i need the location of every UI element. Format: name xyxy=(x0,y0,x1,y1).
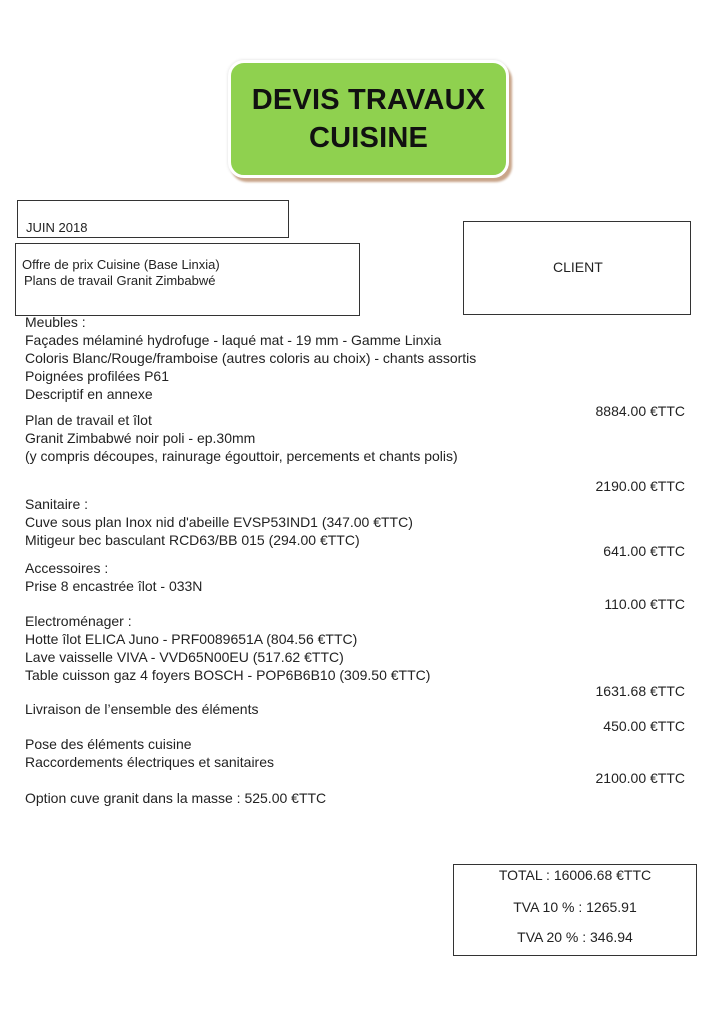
section-line: Accessoires : xyxy=(25,560,109,576)
section-electromenager xyxy=(25,612,430,684)
document-title-banner xyxy=(228,60,509,178)
section-line: Lave vaisselle VIVA - VVD65N00EU (517.62 €TTC) xyxy=(25,649,344,665)
amount-electromenager: 1631.68 €TTC xyxy=(595,683,685,699)
section-sanitaire xyxy=(25,495,413,549)
amount-plan-de-travail: 2190.00 €TTC xyxy=(595,478,685,494)
tva-10: TVA 10 % : 1265.91 xyxy=(513,899,637,915)
title-line-2: CUISINE xyxy=(308,122,429,154)
section-line: Descriptif en annexe xyxy=(25,386,153,402)
title-line-1: DEVIS TRAVAUX xyxy=(251,84,486,116)
section-line: Sanitaire : xyxy=(25,496,89,512)
section-line: Pose des éléments cuisine xyxy=(25,736,192,752)
tva-20: TVA 20 % : 346.94 xyxy=(517,929,633,945)
section-line: Plan de travail et îlot xyxy=(25,412,152,428)
amount-livraison: 450.00 €TTC xyxy=(603,718,685,734)
section-meubles xyxy=(25,313,476,403)
section-line: Mitigeur bec basculant RCD63/BB 015 (294.00 €TTC) xyxy=(25,532,360,548)
section-line: (y compris découpes, rainurage égouttoir, percements et chants polis) xyxy=(25,448,458,464)
date-box xyxy=(17,200,289,238)
section-plan-de-travail xyxy=(25,411,458,465)
total-ttc: TOTAL : 16006.68 €TTC xyxy=(498,867,652,883)
section-line: Hotte îlot ELICA Juno - PRF0089651A (804.56 €TTC) xyxy=(25,631,358,647)
offer-line-1: Offre de prix Cuisine (Base Linxia) xyxy=(22,257,220,272)
section-line: Façades mélaminé hydrofuge - laqué mat - 19 mm - Gamme Linxia xyxy=(25,332,442,348)
option-line: Option cuve granit dans la masse : 525.00 €TTC xyxy=(25,790,327,806)
section-line: Livraison de l’ensemble des éléments xyxy=(25,701,259,717)
section-line: Granit Zimbabwé noir poli - ep.30mm xyxy=(25,430,256,446)
section-line: Prise 8 encastrée îlot - 033N xyxy=(25,578,203,594)
amount-sanitaire: 641.00 €TTC xyxy=(603,543,685,559)
client-label: CLIENT xyxy=(553,259,603,275)
offer-line-2: Plans de travail Granit Zimbabwé xyxy=(24,273,216,288)
section-line: Poignées profilées P61 xyxy=(25,368,169,384)
section-line: Electroménager : xyxy=(25,613,132,629)
section-line: Meubles : xyxy=(25,314,86,330)
totals-box xyxy=(453,864,697,956)
section-line: Coloris Blanc/Rouge/framboise (autres coloris au choix) - chants assortis xyxy=(25,350,477,366)
section-line: Cuve sous plan Inox nid d'abeille EVSP53IND1 (347.00 €TTC) xyxy=(25,514,413,530)
section-pose xyxy=(25,735,274,771)
amount-meubles: 8884.00 €TTC xyxy=(595,403,685,419)
amount-accessoires: 110.00 €TTC xyxy=(604,596,685,612)
section-accessoires xyxy=(25,559,202,595)
amount-pose: 2100.00 €TTC xyxy=(595,770,685,786)
client-box xyxy=(463,221,691,315)
section-line: Table cuisson gaz 4 foyers BOSCH - POP6B6B10 (309.50 €TTC) xyxy=(25,667,431,683)
offer-box xyxy=(15,243,360,316)
section-livraison xyxy=(25,700,258,718)
date-text: JUIN 2018 xyxy=(26,220,88,235)
section-line: Raccordements électriques et sanitaires xyxy=(25,754,275,770)
